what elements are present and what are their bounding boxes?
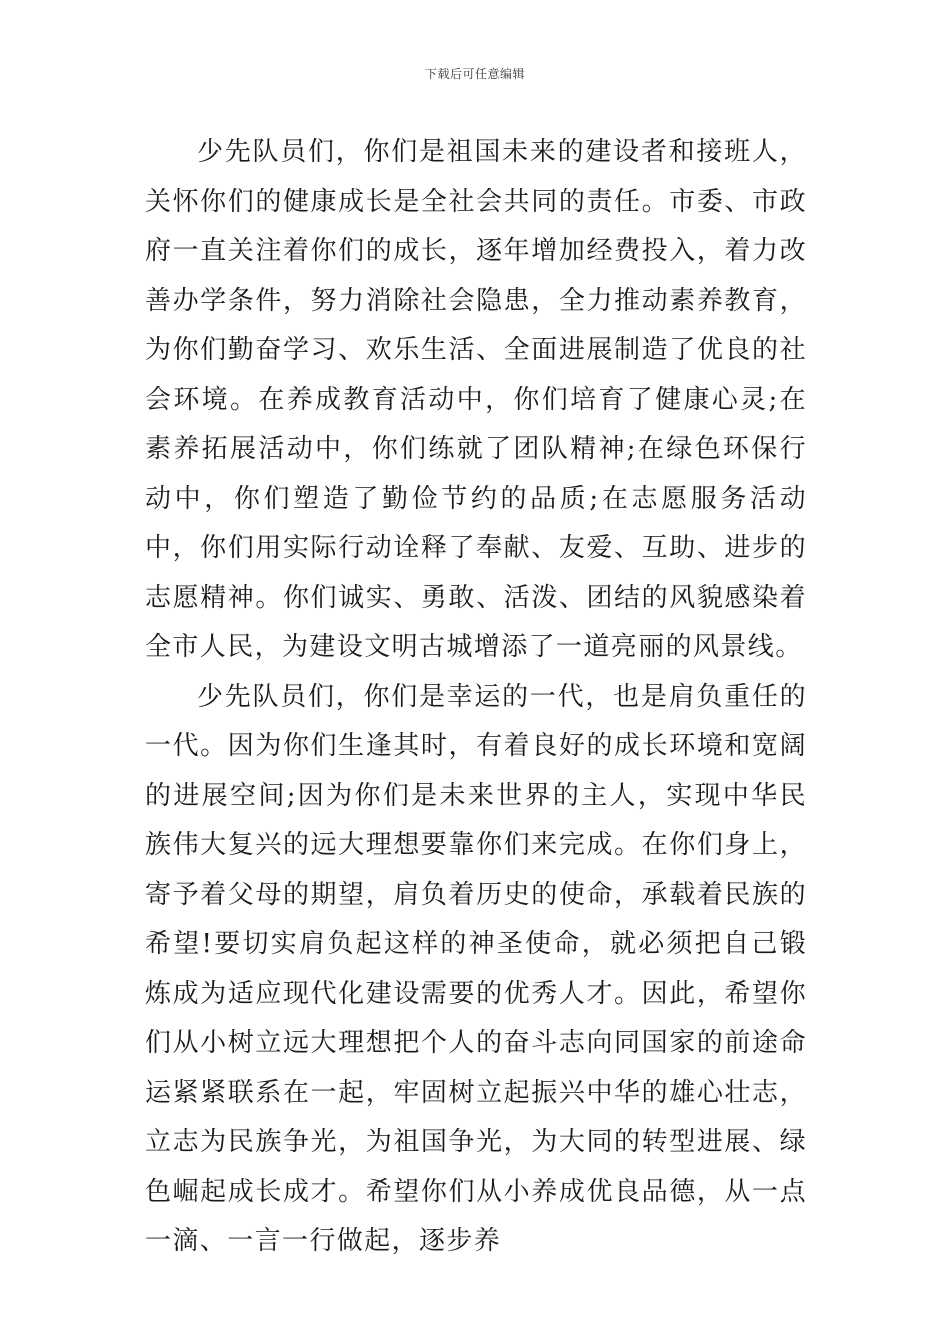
document-body [145, 128, 807, 1267]
page-header: 下载后可任意编辑 [424, 67, 525, 81]
paragraph-2: 少先队员们，你们是幸运的一代，也是肩负重任的一代。因为你们生逢其时，有着良好的成长环境和宽阔的进展空间;因为你们是未来世界的主人，实现中华民族伟大复兴的远大理想要靠你们来完成。在你们身上，寄予着父母的期望，肩负着历史的使命，承载着民族的希望!要切实肩负起这样的神圣使命，就必须把自己锻炼成为适应现代化建设需要的优秀人才。因此，希望你们从小树立远大理想把个人的奋斗志向同国家的前途命运紧紧联系在一起，牢固树立起振兴中华的雄心壮志，立志为民族争光，为祖国争光，为大同的转型进展、绿色崛起成长成才。希望你们从小养成优良品德，从一点一滴、一言一行做起，逐步养 [145, 681, 807, 1256]
paragraph-1: 少先队员们，你们是祖国未来的建设者和接班人，关怀你们的健康成长是全社会共同的责任。市委、市政府一直关注着你们的成长，逐年增加经费投入，着力改善办学条件，努力消除社会隐患，全力推动素养教育，为你们勤奋学习、欢乐生活、全面进展制造了优良的社会环境。在养成教育活动中，你们培育了健康心灵;在素养拓展活动中，你们练就了团队精神;在绿色环保行动中，你们塑造了勤俭节约的品质;在志愿服务活动中，你们用实际行动诠释了奉献、友爱、互助、进步的志愿精神。你们诚实、勇敢、活泼、团结的风貌感染着全市人民，为建设文明古城增添了一道亮丽的风景线。 [145, 137, 807, 662]
